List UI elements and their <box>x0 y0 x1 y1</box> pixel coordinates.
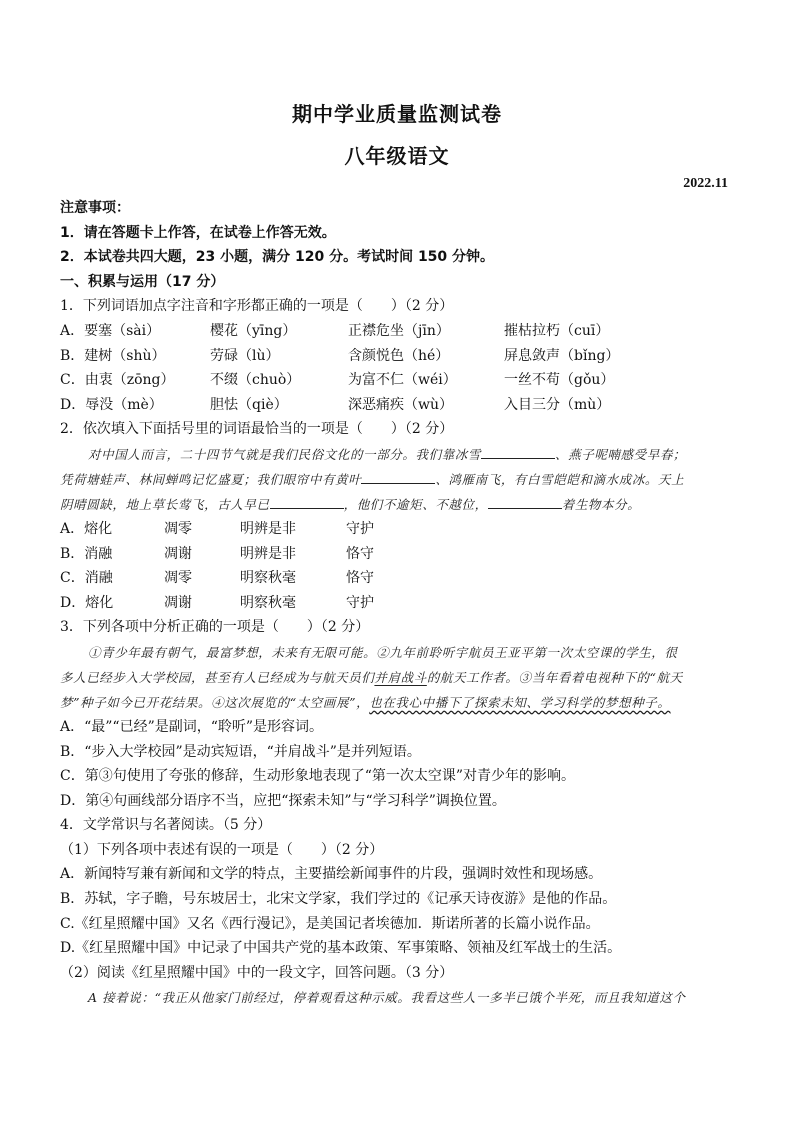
fill-blank-3 <box>270 496 344 509</box>
q1-option-text: 不缀（chuò） <box>210 372 301 389</box>
q1-option-text: 为富不仁（wéi） <box>348 372 457 389</box>
q2-option-text: C．消融 <box>60 570 113 587</box>
q2-option-text: D．熔化 <box>60 594 114 611</box>
q2-option-text: A．熔化 <box>60 520 113 537</box>
q3-passage <box>60 640 736 715</box>
q2-option-text: 明辨是非 <box>240 520 296 537</box>
q1-option-text: 劳碌（lù） <box>210 347 280 364</box>
q2-option-a <box>60 517 736 542</box>
passage-text: 的航天工作者。③当年看着电视种下的“航天 <box>426 669 683 685</box>
exam-content <box>60 196 736 1010</box>
q1-option-text: B．建树（shù） <box>60 347 166 364</box>
q1-option-text: 摧枯拉朽（cuī） <box>504 322 610 339</box>
q2-option-c <box>60 566 736 591</box>
q1-option-text: 正襟危坐（jīn） <box>348 322 450 339</box>
passage-text: 多人已经步入大学校园，甚至有人已经成为与航天员们 <box>60 669 375 685</box>
q2-option-text: B．消融 <box>60 545 113 562</box>
q1-option-text: A．要塞（sài） <box>60 322 161 339</box>
q2-option-text: 明辨是非 <box>240 545 296 562</box>
q4-stem: 4．文学常识与名著阅读。（5 分） <box>60 817 272 834</box>
q4-sub1-stem: （1）下列各项中表述有误的一项是（ ）（2 分） <box>60 841 384 858</box>
q4-excerpt-line: A 接着说：“我正从他家门前经过，停着观看这种示威。我看这些人一多半已饿个半死，而且我知道这个 <box>88 990 686 1006</box>
fill-blank-4 <box>488 496 562 509</box>
q2-stem: 2．依次填入下面括号里的词语最恰当的一项是（ ）（2 分） <box>60 421 454 438</box>
passage-text: 凭荷塘蛙声、林间蝉鸣记忆盛夏；我们眼帘中有黄叶 <box>60 471 362 487</box>
q1-option-b <box>60 344 736 369</box>
q2-option-d <box>60 591 736 616</box>
q3-stem: 3．下列各项中分析正确的一项是（ ）（2 分） <box>60 619 370 636</box>
q3-option-a: A．“最”“已经”是副词，“聆听”是形容词。 <box>60 718 324 735</box>
q2-option-b <box>60 542 736 567</box>
q2-option-text: 明察秋毫 <box>240 570 296 587</box>
q3-option-d: D．第④句画线部分语序不当，应把“探索未知”与“学习科学”调换位置。 <box>60 792 506 809</box>
q1-option-text: 屏息敛声（bǐng） <box>504 347 620 364</box>
section-1-title: 一、积累与运用（17 分） <box>60 273 225 290</box>
notice-item-2: 2．本试卷共四大题，23 小题，满分 120 分。考试时间 150 分钟。 <box>60 249 495 266</box>
exam-subtitle: 八年级语文 <box>344 144 450 168</box>
q3-passage-line: ①青少年最有朝气，最富梦想，未来有无限可能。②九年前聆听宇航员王亚平第一次太空课的学生，很 <box>88 644 678 660</box>
q1-option-text: 含颜悦色（hé） <box>348 347 450 364</box>
q1-option-d <box>60 393 736 418</box>
notice-heading: 注意事项： <box>60 200 130 216</box>
passage-text: 、鸿雁南飞，有白雪皑皑和滴水成冰。天上 <box>435 471 685 487</box>
underlined-phrase: 并肩战斗 <box>374 669 427 685</box>
q1-option-text: C．由衷（zōng） <box>60 372 175 389</box>
q1-stem: 1．下列词语加点字注音和字形都正确的一项是（ ）（2 分） <box>60 298 454 315</box>
passage-text: 、燕子呢喃感受早春； <box>555 446 687 462</box>
q1-option-text: 胆怯（qiè） <box>210 396 288 413</box>
q4-option-d: D.《红星照耀中国》中记录了中国共产党的基本政策、军事策略、领袖及红军战士的生活。 <box>60 940 622 957</box>
q2-option-text: 凋谢 <box>164 594 192 611</box>
wavy-underlined-sentence: 也在我心中播下了探索未知、学习科学的梦想种子。 <box>369 694 671 710</box>
q2-passage-line <box>60 467 736 492</box>
q2-option-text: 恪守 <box>346 570 374 587</box>
notice-item-1: 1．请在答题卡上作答，在试卷上作答无效。 <box>60 224 336 241</box>
q2-passage <box>60 442 736 517</box>
passage-text: 阴晴圆缺，地上草长莺飞，古人早已 <box>60 496 270 512</box>
q3-passage-line <box>60 690 736 715</box>
q1-option-c <box>60 368 736 393</box>
q2-option-text: 明察秋毫 <box>240 594 296 611</box>
q4-option-a: A．新闻特写兼有新闻和文学的特点，主要描绘新闻事件的片段，强调时效性和现场感。 <box>60 866 603 883</box>
q4-excerpt <box>60 985 736 1010</box>
q2-option-text: 恪守 <box>346 545 374 562</box>
exam-date: 2022.11 <box>683 176 728 191</box>
q4-sub2-stem: （2）阅读《红星照耀中国》中的一段文字，回答问题。（3 分） <box>60 964 454 981</box>
q4-option-c: C.《红星照耀中国》又名《西行漫记》，是美国记者埃德加．斯诺所著的长篇小说作品。 <box>60 915 600 932</box>
passage-text: ，他们不逾矩、不越位， <box>343 496 488 512</box>
q1-option-a <box>60 319 736 344</box>
q3-passage-line <box>60 665 736 690</box>
passage-text: 着生物本分。 <box>561 496 641 512</box>
q2-passage-line <box>60 492 736 517</box>
q2-passage-line <box>60 442 736 467</box>
q2-option-text: 凋零 <box>164 570 192 587</box>
q2-option-text: 凋谢 <box>164 545 192 562</box>
q2-option-text: 守护 <box>346 594 374 611</box>
q1-option-text: 入目三分（mù） <box>504 396 611 413</box>
q3-option-b: B．“步入大学校园”是动宾短语，“并肩战斗”是并列短语。 <box>60 743 421 760</box>
fill-blank-2 <box>361 471 435 484</box>
q1-option-text: 樱花（yīng） <box>210 322 297 339</box>
passage-text: 梦”种子如今已开花结果。④这次展览的“太空画展”， <box>60 694 370 710</box>
q2-option-text: 凋零 <box>164 520 192 537</box>
q1-option-text: D．辱没（mè） <box>60 396 163 413</box>
q3-option-c: C．第③句使用了夸张的修辞，生动形象地表现了“第一次太空课”对青少年的影响。 <box>60 768 576 785</box>
q2-option-text: 守护 <box>346 520 374 537</box>
q4-option-b: B．苏轼，字子瞻，号东坡居士，北宋文学家，我们学过的《记承天诗夜游》是他的作品。 <box>60 891 617 908</box>
exam-title: 期中学业质量监测试卷 <box>292 102 502 126</box>
fill-blank-1 <box>481 446 555 459</box>
q1-option-text: 一丝不苟（gǒu） <box>504 372 615 389</box>
passage-text: 对中国人而言，二十四节气就是我们民俗文化的一部分。我们靠冰雪 <box>88 446 482 462</box>
q1-option-text: 深恶痛疾（wù） <box>348 396 453 413</box>
